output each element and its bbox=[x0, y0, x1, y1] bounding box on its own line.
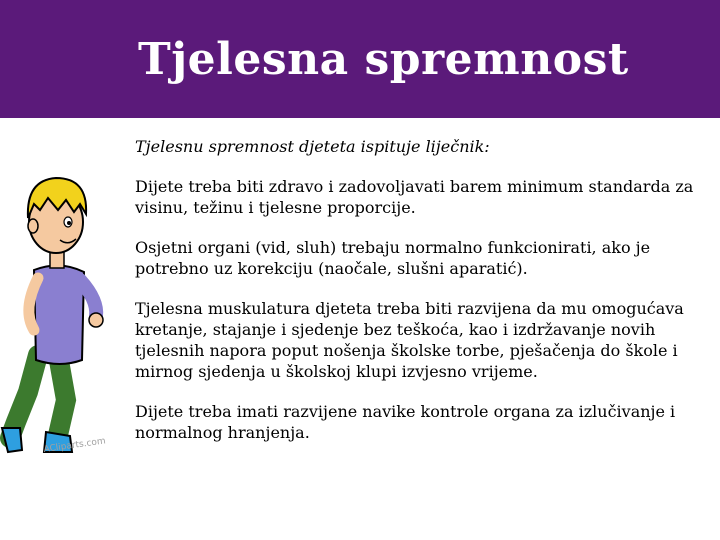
paragraph-health: Dijete treba biti zdravo i zadovoljavati barem minimum standarda za visinu, težinu i tjelesne proporcije. bbox=[135, 177, 694, 217]
paragraph-habits: Dijete treba imati razvijene navike kontrole organa za izlučivanje i normalnog hranjenja. bbox=[135, 402, 676, 442]
paragraph-muscles: Tjelesna muskulatura djeteta treba biti razvijena da mu omogućava kretanje, stajanje i sjedenje bez teškoća, kao i izdržavanje novih tjelesnih napora poput nošenja školske torbe, pješačenja do škole i mirnog sjedenja u školskoj klupi izvjesno vrijeme. bbox=[135, 299, 684, 381]
clipart-watermark: ACliparts.com bbox=[43, 436, 107, 455]
slide-body bbox=[135, 136, 710, 462]
paragraph-senses: Osjetni organi (vid, sluh) trebaju normalno funkcionirati, ako je potrebno uz korekciju (naočale, slušni aparatić). bbox=[135, 238, 651, 278]
intro-text: Tjelesnu spremnost djeteta ispituje liječnik: bbox=[135, 137, 490, 156]
slide-title: Tjelesna spremnost bbox=[138, 34, 629, 85]
title-bar bbox=[0, 0, 720, 118]
running-boy-icon bbox=[0, 160, 132, 460]
